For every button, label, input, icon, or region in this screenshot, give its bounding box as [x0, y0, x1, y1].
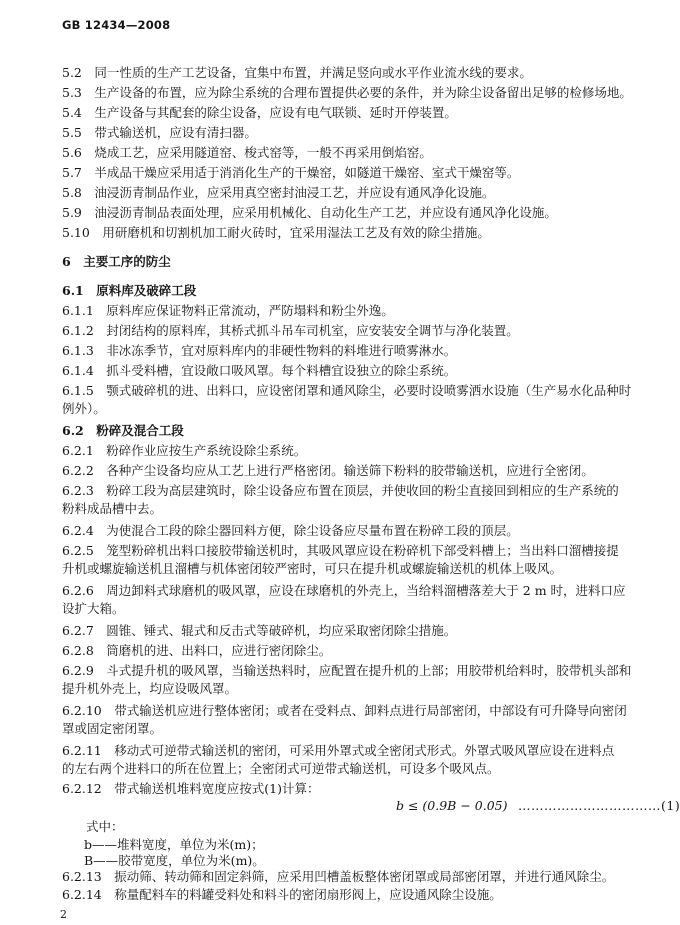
text-line: 5.9 油浸沥青制品表面处理，应采用机械化、自动化生产工艺，并应设有通风净化设施。	[62, 205, 557, 220]
text-line: 6.2.4 为使混合工段的除尘器回料方便，除尘设备应尽量布置在粉碎工段的顶层。	[62, 523, 519, 538]
text-line: 6.2.7 圆锥、锤式、辊式和反击式等破碎机，均应采取密闭除尘措施。	[62, 623, 457, 638]
text-line: 5.2 同一性质的生产工艺设备，宜集中布置，并满足竖向或水平作业流水线的要求。	[62, 65, 532, 80]
text-line: 5.8 油浸沥青制品作业，应采用真空密封油浸工艺，并应设有通风净化设施。	[62, 185, 495, 200]
text-line: 设扩大箱。	[62, 601, 125, 616]
text-line: 升机或螺旋输送机且溜槽与机体密闭较严密时，可只在提升机或螺旋输送机的机体上吸风。	[62, 561, 563, 576]
text-line: 6.1.1 原料库应保证物料正常流动，严防塌料和粉尘外逸。	[62, 303, 394, 318]
text-line: 5.6 烧成工艺，应采用隧道窑、梭式窑等，一般不再采用倒焰窑。	[62, 145, 432, 160]
text-line: 6.1.4 抓斗受料槽，宜设敞口吸风罩。每个料槽宜设独立的除尘系统。	[62, 363, 457, 378]
section-heading: 6 主要工序的防尘	[62, 254, 171, 269]
text-line: 6.2.8 筒磨机的进、出料口，应进行密闭除尘。	[62, 643, 332, 658]
text-line: 6.2.3 粉碎工段为高层建筑时，除尘设备应布置在顶层，并使收回的粉尘直接回到相应的生产系统的	[62, 483, 619, 498]
text-line: 6.2.13 振动筛、转动筛和固定斜筛，应采用凹槽盖板整体密闭罩或局部密闭罩，并进行通风除尘。	[62, 869, 615, 884]
page-number: 2	[60, 908, 67, 921]
text-line: b——堆料宽度，单位为米(m)；	[84, 837, 264, 852]
text-line: 式中：	[86, 819, 124, 834]
text-line: 罩或固定密闭罩。	[62, 721, 163, 736]
subsection-heading: 6.1 原料库及破碎工段	[62, 283, 197, 298]
text-line: 6.2.2 各种产尘设备均应从工艺上进行严格密闭。输送筛下粉料的胶带输送机，应进行全密闭。	[62, 463, 594, 478]
text-line: 5.7 半成品干燥应采用适于消消化生产的干燥窑，如隧道干燥窑、室式干燥窑等。	[62, 165, 520, 180]
formula-intro: 6.2.12 带式输送机堆料宽度应按式(1)计算：	[62, 781, 320, 796]
standard-code-header: GB 12434—2008	[62, 18, 171, 32]
text-line: B——胶带宽度，单位为米(m)。	[84, 853, 265, 868]
formula-ref: ……………………………(1)	[518, 798, 680, 813]
text-line: 6.2.14 称量配料车的料罐受料处和料斗的密闭扇形阀上，应设通风除尘设施。	[62, 887, 502, 902]
text-line: 例外）。	[62, 401, 106, 416]
text-line: 6.1.5 颚式破碎机的进、出料口，应设密闭罩和通风除尘，必要时设喷雾洒水设施（生产易水化品种时	[62, 383, 632, 398]
formula-expression: b ≤ (0.9B − 0.05)	[396, 798, 508, 813]
text-line: 6.2.9 斗式提升机的吸风罩，当输送热料时，应配置在提升机的上部；用胶带机给料时，胶带机头部和	[62, 663, 632, 678]
text-line: 6.2.5 笼型粉碎机出料口接胶带输送机时，其吸风罩应设在粉碎机下部受料槽上；当出料口溜槽接提	[62, 543, 619, 558]
text-line: 5.4 生产设备与其配套的除尘设备，应设有电气联锁、延时开停装置。	[62, 105, 457, 120]
text-line: 6.2.1 粉碎作业应按生产系统设除尘系统。	[62, 443, 307, 458]
text-line: 6.2.11 移动式可逆带式输送机的密闭，可采用外罩式或全密闭式形式。外罩式吸风罩应设在进料点	[62, 743, 615, 758]
text-line: 6.1.2 封闭结构的原料库，其桥式抓斗吊车司机室，应安装安全调节与净化装置。	[62, 323, 519, 338]
text-line: 提升机外壳上，均应设吸风罩。	[62, 681, 238, 696]
text-line: 粉料成品槽中去。	[62, 501, 163, 516]
text-line: 5.5 带式输送机，应设有清扫器。	[62, 125, 257, 140]
text-line: 的左右两个进料口的所在位置上；全密闭式可逆带式输送机，可设多个吸风点。	[62, 761, 500, 776]
subsection-heading: 6.2 粉碎及混合工段	[62, 423, 184, 438]
text-line: 5.10 用研磨机和切割机加工耐火砖时，宜采用湿法工艺及有效的除尘措施。	[62, 225, 490, 240]
text-line: 6.1.3 非冰冻季节，宜对原料库内的非硬性物料的料堆进行喷雾淋水。	[62, 343, 457, 358]
text-line: 6.2.6 周边卸料式球磨机的吸风罩，应设在球磨机的外壳上，当给料溜槽落差大于 2 m 时，进料口应	[62, 583, 626, 598]
text-line: 6.2.10 带式输送机应进行整体密闭；或者在受料点、卸料点进行局部密闭，中部设有可升降导向密闭	[62, 703, 627, 718]
text-line: 5.3 生产设备的布置，应为除尘系统的合理布置提供必要的条件，并为除尘设备留出足够的检修场地。	[62, 85, 632, 100]
